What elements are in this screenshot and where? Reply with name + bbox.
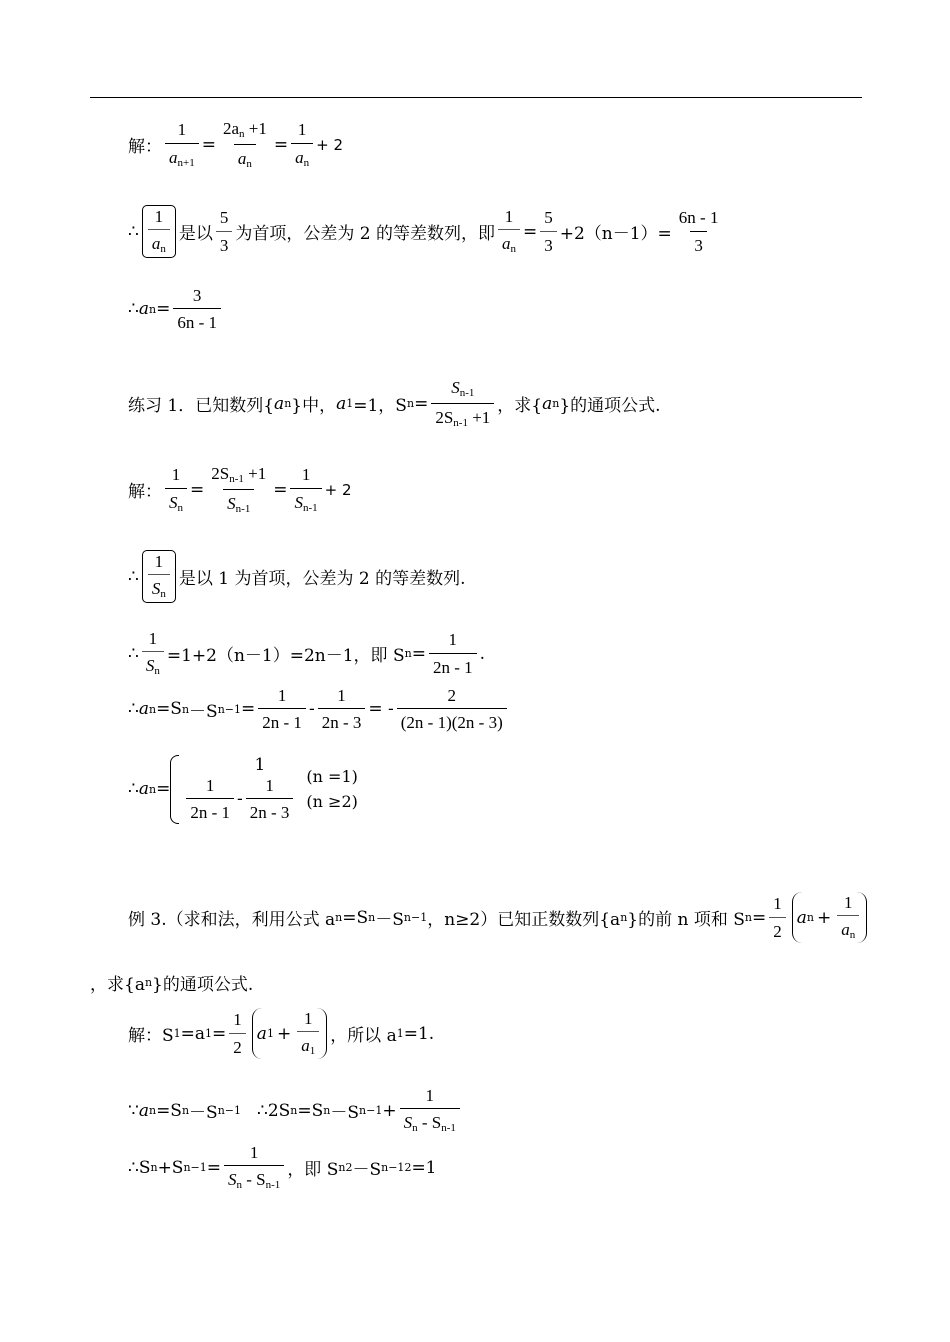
- solution-line-2: ∴ $\frac{1}{a_n}$ 是以 $\frac{5}{3}$ 为首项，公差为 2 的等差数列，即 $\frac{1}{a_n}$ = $\frac{5}{3}$ +2（n－1）= $\frac{6n - 1}{3}$: [128, 205, 725, 258]
- fraction: $\frac{6n - 1}{3}$: [678, 208, 719, 255]
- exercise-1-line: 练习 1．已知数列{ a n }中， a 1 =1，S n = $\frac{S_{n-1}}{2S_{n-1} +1}$ ，求{ a n }的通项公式.: [128, 378, 661, 429]
- example-3-continuation: ，求{a n }的通项公式.: [90, 975, 254, 995]
- piecewise-line: ∴ a n = 1 $\frac{1}{2n - 1}$ - $\frac{1}{2n - 3}$ (n =1) (n ≥2): [128, 755, 358, 823]
- fraction: $\frac{2S_{n-1} +1}{S_{n-1}}$: [211, 464, 267, 515]
- fraction: $\frac{S_{n-1}}{2S_{n-1} +1}$: [431, 377, 494, 431]
- set-brace: $\frac{1}{S_n}$: [142, 550, 176, 603]
- plus-two: + 2: [316, 135, 343, 154]
- solution-line-6: ∴ $\frac{1}{S_n}$ 是以 1 为首项，公差为 2 的等差数列.: [128, 550, 465, 603]
- therefore-symbol: ∴: [128, 221, 139, 242]
- fraction: $\frac{1}{2n - 1}$: [258, 685, 306, 734]
- solution-line-5: 解： $\frac{1}{S_n}$ = $\frac{2S_{n-1} +1}{S_{n-1}}$ = $\frac{1}{S_{n-1}}$ + 2: [128, 464, 352, 515]
- example-3-line: 例 3.（求和法，利用公式 a n =S n －S n−1 ，n≥2）已知正数数列{a n }的前 n 项和 S n = $\frac{1}{2}$ a n + $\frac{1}{a_n}$: [128, 892, 870, 943]
- fraction: $\frac{1}{S_n}$: [165, 464, 187, 515]
- piecewise-brace: 1 $\frac{1}{2n - 1}$ - $\frac{1}{2n - 3}$ (n =1) (n ≥2): [170, 755, 358, 824]
- solution-line-3: ∴ a n = $\frac{3}{6n - 1}$: [128, 285, 224, 334]
- fraction: $\frac{1}{a_n}$: [291, 119, 313, 170]
- fraction: $\frac{2}{(2n - 1)(2n - 3)}$: [397, 685, 507, 734]
- solution-line-13: ∵ a n =S n －S n−1 ∴2S n =S n －S n−1 + $\frac{1}{S_n - S_{n-1}}$: [128, 1085, 463, 1136]
- fraction: $\frac{1}{S_{n-1}}$: [290, 464, 321, 515]
- fraction: $\frac{5}{3}$: [216, 207, 233, 256]
- solution-line-8: ∴ a n =S n －S n−1 = $\frac{1}{2n - 1}$ - $\frac{1}{2n - 3}$ = - $\frac{2}{(2n - 1)(2n - 3)}$: [128, 685, 510, 734]
- fraction: $\frac{5}{3}$: [540, 207, 557, 256]
- set-brace: $\frac{1}{a_n}$: [142, 205, 176, 258]
- solution-line-12: 解：S 1 =a 1 = $\frac{1}{2}$ a 1 + $\frac{1}{a_1}$ ，所以 a 1 =1.: [128, 1009, 435, 1058]
- header-rule: [90, 97, 862, 98]
- fraction: $\frac{1}{a_n}$: [498, 206, 520, 257]
- solution-line-7: ∴ $\frac{1}{S_n}$ =1+2（n－1）=2n－1，即 S n = $\frac{1}{2n - 1}$ .: [128, 629, 486, 678]
- fraction: $\frac{3}{6n - 1}$: [173, 285, 221, 334]
- solution-line-1: 解： $\frac{1}{a_{n+1}}$ = $\frac{2a_n +1}{a_n}$ = $\frac{1}{a_n}$ + 2: [128, 119, 343, 170]
- parenthesis: a 1 + $\frac{1}{a_1}$: [252, 1008, 327, 1059]
- fraction: $\frac{1}{a_{n+1}}$: [165, 119, 199, 170]
- solution-label: 解：: [128, 137, 162, 158]
- solution-line-14: ∴S n +S n−1 = $\frac{1}{S_n - S_{n-1}}$ ，即 S n 2 －S n−1 2 =1: [128, 1143, 437, 1192]
- fraction: $\frac{1}{2n - 3}$: [318, 685, 366, 734]
- fraction: $\frac{1}{2n - 1}$: [429, 629, 477, 678]
- fraction: $\frac{1}{S_n}$: [142, 628, 164, 679]
- parenthesis: a n + $\frac{1}{a_n}$: [792, 892, 867, 943]
- fraction: $\frac{2a_n +1}{a_n}$: [222, 119, 267, 170]
